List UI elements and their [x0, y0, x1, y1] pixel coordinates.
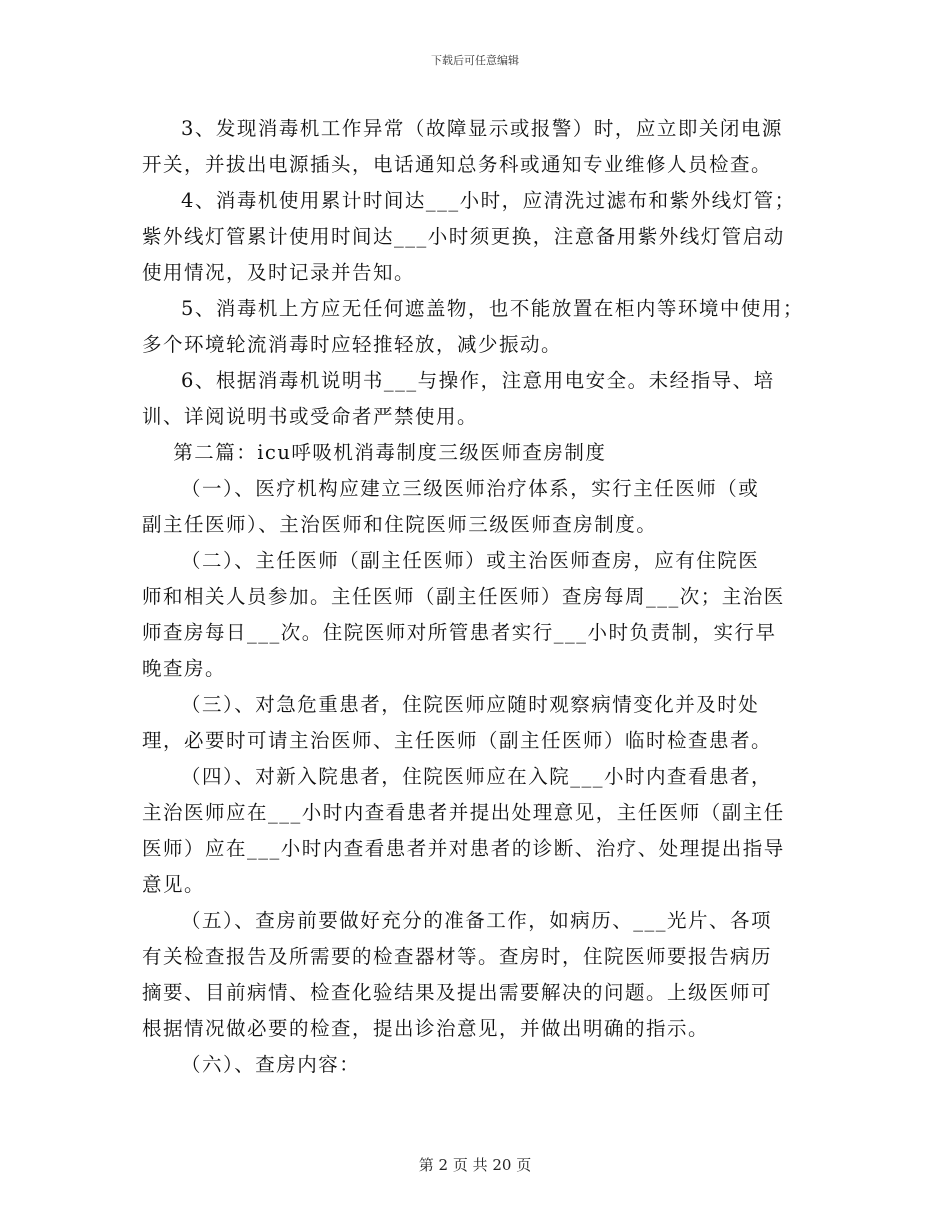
text-line: 理，必要时可请主治医师、主任医师（副主任医师）临时检查患者。 — [142, 729, 773, 752]
text-line: （二）、主任医师（副主任医师）或主治医师查房，应有住院医 — [181, 549, 760, 572]
page-header-note: 下载后可任意编辑 — [431, 54, 519, 67]
paragraph-item-5 — [142, 291, 812, 363]
text-line: 根据情况做必要的检查，提出诊治意见，并做出明确的指示。 — [142, 1017, 710, 1040]
paragraph-item-3 — [142, 111, 812, 183]
document-body — [142, 111, 812, 1083]
paragraph-clause-5 — [142, 903, 812, 1047]
text-line: 3、发现消毒机工作异常（故障显示或报警）时，应立即关闭电源 — [181, 117, 783, 140]
page-number: 第 2 页 共 20 页 — [418, 1156, 532, 1174]
text-line: （三）、对急危重患者，住院医师应随时观察病情变化并及时处 — [181, 693, 760, 716]
text-line: 使用情况，及时记录并告知。 — [142, 261, 416, 284]
text-line: 晚查房。 — [142, 657, 227, 680]
paragraph-item-6 — [142, 363, 812, 435]
text-line: 第二篇：icu呼吸机消毒制度三级医师查房制度 — [173, 441, 607, 464]
section-title — [142, 435, 812, 471]
paragraph-clause-1 — [142, 471, 812, 543]
text-line: （六）、查房内容： — [181, 1053, 361, 1076]
text-line: （四）、对新入院患者，住院医师应在入院___小时内查看患者， — [181, 765, 773, 788]
paragraph-clause-2 — [142, 543, 812, 687]
text-line: 主治医师应在___小时内查看患者并提出处理意见，主任医师（副主任 — [142, 801, 785, 824]
text-line: 意见。 — [142, 873, 206, 896]
text-line: （五）、查房前要做好充分的准备工作，如病历、___光片、各项 — [181, 909, 773, 932]
text-line: 师查房每日___次。住院医师对所管患者实行___小时负责制，实行早 — [142, 621, 777, 644]
text-line: 师和相关人员参加。主任医师（副主任医师）查房每周___次；主治医 — [142, 585, 785, 608]
text-line: 副主任医师）、主治医师和住院医师三级医师查房制度。 — [142, 513, 658, 536]
text-line: 6、根据消毒机说明书___与操作，注意用电安全。未经指导、培 — [181, 369, 775, 392]
paragraph-clause-3 — [142, 687, 812, 759]
paragraph-item-4 — [142, 183, 812, 291]
text-line: 4、消毒机使用累计时间达___小时，应清洗过滤布和紫外线灯管； — [181, 189, 796, 212]
text-line: 医师）应在___小时内查看患者并对患者的诊断、治疗、处理提出指导 — [142, 837, 785, 860]
text-line: 摘要、目前病情、检查化验结果及提出需要解决的问题。上级医师可 — [142, 981, 773, 1004]
text-line: 有关检查报告及所需要的检查器材等。查房时，住院医师要报告病历 — [142, 945, 773, 968]
text-line: 开关，并拔出电源插头，电话通知总务科或通知专业维修人员检查。 — [142, 153, 773, 176]
text-line: （一）、医疗机构应建立三级医师治疗体系，实行主任医师（或 — [181, 477, 760, 500]
text-line: 多个环境轮流消毒时应轻推轻放，减少振动。 — [142, 333, 563, 356]
paragraph-clause-4 — [142, 759, 812, 903]
paragraph-clause-6 — [142, 1047, 812, 1083]
text-line: 紫外线灯管累计使用时间达___小时须更换，注意备用紫外线灯管启动 — [142, 225, 785, 248]
text-line: 5、消毒机上方应无任何遮盖物，也不能放置在柜内等环境中使用； — [181, 297, 804, 320]
text-line: 训、详阅说明书或受命者严禁使用。 — [142, 405, 479, 428]
